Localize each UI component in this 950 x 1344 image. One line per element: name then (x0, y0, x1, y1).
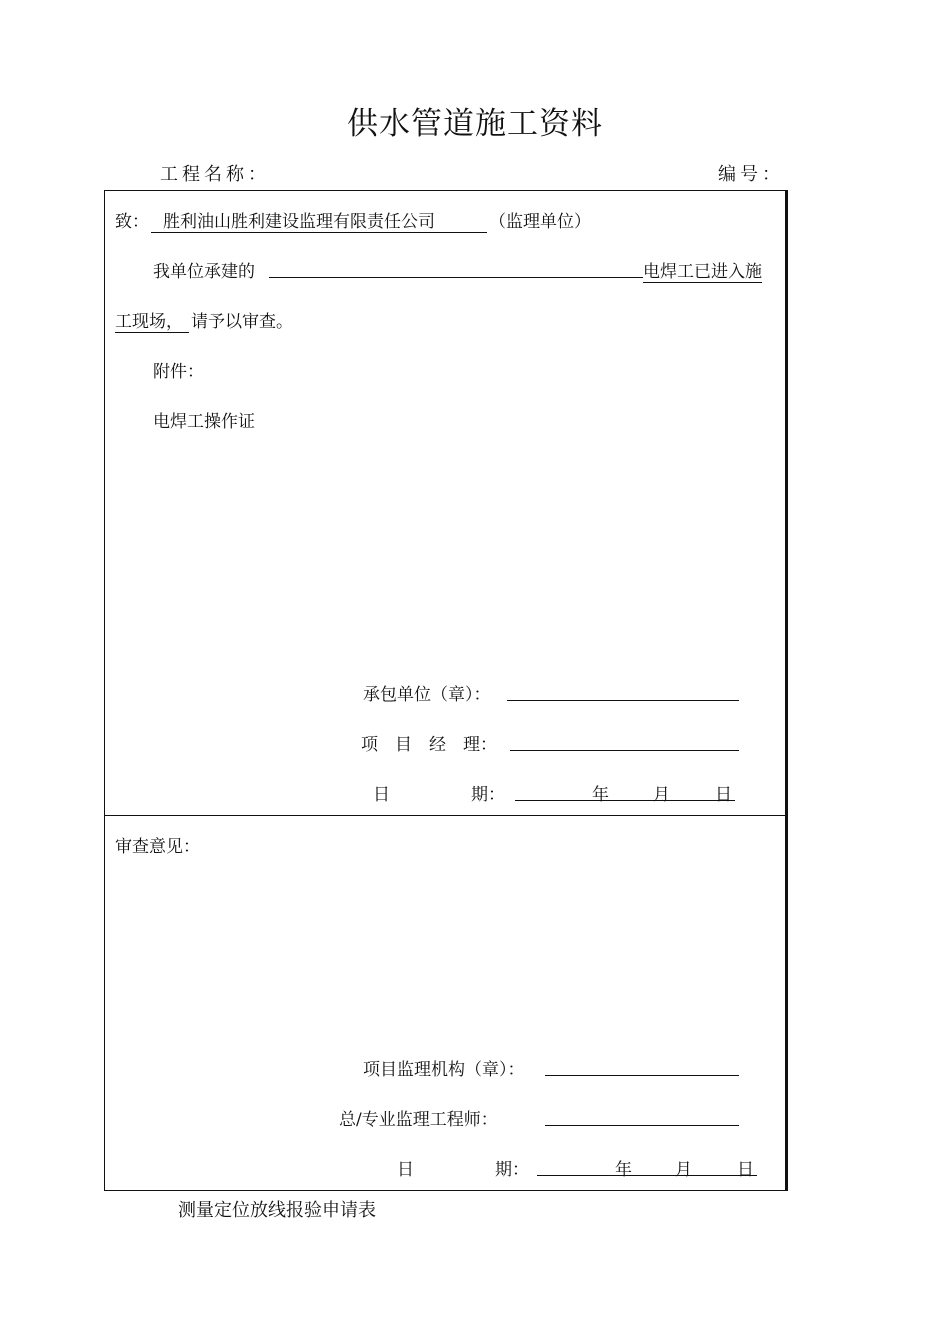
date-label-period: 期： (471, 785, 505, 805)
review-date-label-period: 期： (495, 1160, 529, 1180)
undertake-suffix: 电焊工已进入施 (643, 257, 762, 283)
manager-label: 项 目 经 理： (361, 735, 497, 755)
contractor-label: 承包单位（章）： (363, 685, 491, 705)
review-date-line[interactable] (537, 1175, 757, 1176)
engineer-label: 总/专业监理工程师： (339, 1110, 498, 1130)
review-label: 审查意见： (115, 837, 200, 857)
section-divider (105, 815, 785, 816)
review-date-year: 年 (615, 1160, 632, 1180)
review-date-label-day: 日 (397, 1160, 414, 1180)
date-label-day: 日 (373, 785, 390, 805)
manager-signature-line[interactable] (510, 750, 739, 751)
number-label: 编号： (718, 164, 784, 185)
date-year: 年 (592, 785, 609, 805)
supervisor-unit-note: （监理单位） (489, 212, 591, 232)
review-date-month: 月 (675, 1160, 692, 1180)
date-line[interactable] (515, 800, 735, 801)
review-date-day: 日 (737, 1160, 754, 1180)
supervision-org-label: 项目监理机构（章）： (363, 1060, 525, 1080)
attachment-label: 附件： (153, 362, 204, 382)
supervision-org-line[interactable] (545, 1075, 739, 1076)
engineer-signature-line[interactable] (545, 1125, 739, 1126)
next-form-title: 测量定位放线报验申请表 (178, 1200, 376, 1221)
date-day: 日 (715, 785, 732, 805)
document-title: 供水管道施工资料 (347, 106, 603, 142)
undertake-prefix: 我单位承建的 (153, 262, 255, 282)
site-underlined: 工现场， (115, 307, 189, 333)
application-form (104, 190, 788, 1191)
attachment-item: 电焊工操作证 (153, 412, 255, 432)
supervisor-company: 胜利油山胜利建设监理有限责任公司 (151, 207, 487, 233)
to-label: 致： (115, 212, 149, 232)
project-blank-line (269, 277, 643, 278)
contractor-signature-line[interactable] (507, 700, 739, 701)
review-request-text: 请予以审查。 (191, 312, 293, 332)
date-month: 月 (653, 785, 670, 805)
project-name-label: 工程名称： (160, 164, 270, 185)
